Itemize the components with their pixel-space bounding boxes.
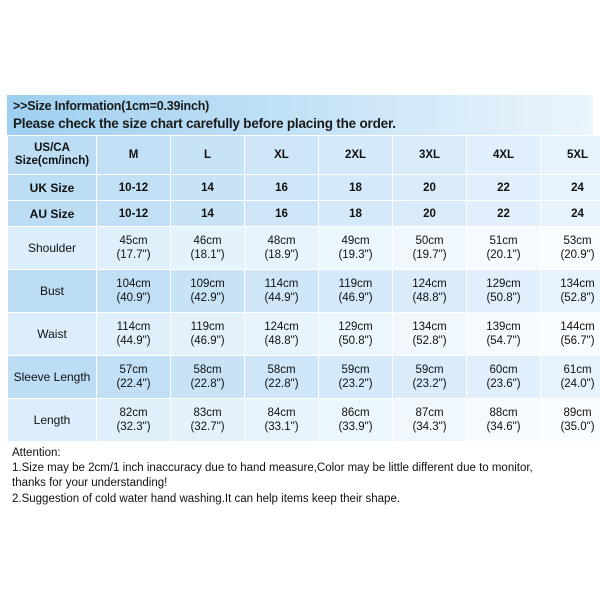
value-cm: 129cm xyxy=(338,320,373,333)
value-inch: (22.8") xyxy=(264,378,299,390)
value-inch: (48.8") xyxy=(264,335,299,347)
value-cm: 89cm xyxy=(563,406,592,419)
cell-waist-l xyxy=(171,313,245,356)
value-cm: 59cm xyxy=(341,363,370,376)
value-cm: 88cm xyxy=(489,406,518,419)
value-inch: (23.2") xyxy=(412,378,447,390)
cell-shoulder-m xyxy=(97,227,171,270)
cell-length-2xl xyxy=(319,399,393,442)
value-inch: (19.7") xyxy=(412,249,447,261)
cell-uk-3xl: 20 xyxy=(393,175,467,201)
cell-waist-m xyxy=(97,313,171,356)
value-inch: (54.7") xyxy=(486,335,521,347)
cell-shoulder-5xl xyxy=(541,227,600,270)
cell-au-5xl: 24 xyxy=(541,201,600,227)
value-cm: 86cm xyxy=(341,406,370,419)
cell-shoulder-3xl xyxy=(393,227,467,270)
value-cm: 139cm xyxy=(486,320,521,333)
value-cm: 134cm xyxy=(412,320,447,333)
value-inch: (18.9") xyxy=(264,249,299,261)
value-inch: (50.8") xyxy=(338,335,373,347)
value-inch: (32.3") xyxy=(116,421,151,433)
cell-bust-3xl xyxy=(393,270,467,313)
value-cm: 58cm xyxy=(267,363,296,376)
value-inch: (22.8") xyxy=(190,378,225,390)
row-label-waist: Waist xyxy=(8,313,97,356)
value-cm: 59cm xyxy=(415,363,444,376)
value-cm: 61cm xyxy=(563,363,592,376)
value-cm: 144cm xyxy=(560,320,595,333)
value-inch: (17.7") xyxy=(116,249,151,261)
header-cell-size-l: L xyxy=(171,136,245,175)
cell-length-5xl xyxy=(541,399,600,442)
value-inch: (44.9") xyxy=(264,292,299,304)
value-inch: (52.8") xyxy=(412,335,447,347)
value-inch: (19.3") xyxy=(338,249,373,261)
value-inch: (34.3") xyxy=(412,421,447,433)
value-inch: (20.1") xyxy=(486,249,521,261)
value-cm: 53cm xyxy=(563,234,592,247)
value-inch: (42.9") xyxy=(190,292,225,304)
table-row-au-size xyxy=(8,201,600,227)
header-cell-size-2xl: 2XL xyxy=(319,136,393,175)
value-inch: (32.7") xyxy=(190,421,225,433)
cell-bust-2xl xyxy=(319,270,393,313)
chart-header xyxy=(7,95,593,135)
value-cm: 45cm xyxy=(119,234,148,247)
region-label-line2: Size(cm/inch) xyxy=(14,155,90,167)
value-cm: 51cm xyxy=(489,234,518,247)
row-label-shoulder: Shoulder xyxy=(8,227,97,270)
cell-sleeve-5xl xyxy=(541,356,600,399)
value-inch: (48.8") xyxy=(412,292,447,304)
row-label-bust: Bust xyxy=(8,270,97,313)
cell-uk-l: 14 xyxy=(171,175,245,201)
value-cm: 119cm xyxy=(190,320,225,333)
cell-au-2xl: 18 xyxy=(319,201,393,227)
value-inch: (23.6") xyxy=(486,378,521,390)
row-label-length: Length xyxy=(8,399,97,442)
value-inch: (22.4") xyxy=(116,378,151,390)
value-cm: 114cm xyxy=(264,277,299,290)
cell-uk-4xl: 22 xyxy=(467,175,541,201)
cell-uk-5xl: 24 xyxy=(541,175,600,201)
value-cm: 104cm xyxy=(116,277,151,290)
value-cm: 124cm xyxy=(264,320,299,333)
cell-au-xl: 16 xyxy=(245,201,319,227)
header-cell-size-3xl: 3XL xyxy=(393,136,467,175)
cell-au-m: 10-12 xyxy=(97,201,171,227)
cell-shoulder-l xyxy=(171,227,245,270)
size-chart-table xyxy=(7,135,600,442)
value-cm: 114cm xyxy=(116,320,151,333)
table-row-shoulder xyxy=(8,227,600,270)
value-cm: 48cm xyxy=(267,234,296,247)
value-inch: (52.8") xyxy=(560,292,595,304)
value-cm: 82cm xyxy=(119,406,148,419)
attention-title: Attention: xyxy=(12,447,61,459)
value-inch: (46.9") xyxy=(190,335,225,347)
value-inch: (34.6") xyxy=(486,421,521,433)
value-inch: (44.9") xyxy=(116,335,151,347)
value-cm: 119cm xyxy=(338,277,373,290)
cell-sleeve-xl xyxy=(245,356,319,399)
size-information-title: >>Size Information(1cm=0.39inch) xyxy=(13,99,210,113)
value-cm: 83cm xyxy=(193,406,222,419)
value-inch: (18.1") xyxy=(190,249,225,261)
cell-au-4xl: 22 xyxy=(467,201,541,227)
cell-shoulder-4xl xyxy=(467,227,541,270)
cell-uk-m: 10-12 xyxy=(97,175,171,201)
cell-waist-2xl xyxy=(319,313,393,356)
attention-note-2: 2.Suggestion of cold water hand washing.It can help items keep their shape. xyxy=(12,492,401,505)
header-cell-size-5xl: 5XL xyxy=(541,136,600,175)
cell-waist-3xl xyxy=(393,313,467,356)
cell-sleeve-4xl xyxy=(467,356,541,399)
cell-length-xl xyxy=(245,399,319,442)
cell-uk-xl: 16 xyxy=(245,175,319,201)
value-cm: 124cm xyxy=(412,277,447,290)
value-cm: 129cm xyxy=(486,277,521,290)
header-cell-size-m: M xyxy=(97,136,171,175)
attention-note-1: 1.Size may be 2cm/1 inch inaccuracy due to hand measure,Color may be little different due to monitor, xyxy=(12,462,533,475)
cell-bust-m xyxy=(97,270,171,313)
value-inch: (50.8") xyxy=(486,292,521,304)
cell-waist-4xl xyxy=(467,313,541,356)
row-label-uk-size: UK Size xyxy=(8,175,97,201)
value-inch: (35.0") xyxy=(560,421,595,433)
cell-uk-2xl: 18 xyxy=(319,175,393,201)
cell-bust-5xl xyxy=(541,270,600,313)
value-cm: 58cm xyxy=(193,363,222,376)
cell-shoulder-2xl xyxy=(319,227,393,270)
cell-length-3xl xyxy=(393,399,467,442)
attention-section xyxy=(7,442,593,513)
value-inch: (46.9") xyxy=(338,292,373,304)
cell-sleeve-l xyxy=(171,356,245,399)
cell-sleeve-2xl xyxy=(319,356,393,399)
header-cell-size-xl: XL xyxy=(245,136,319,175)
row-label-au-size: AU Size xyxy=(8,201,97,227)
value-cm: 134cm xyxy=(560,277,595,290)
header-cell-size-4xl: 4XL xyxy=(467,136,541,175)
table-row-sleeve-length xyxy=(8,356,600,399)
region-label-line1: US/CA xyxy=(34,141,70,154)
value-inch: (24.0") xyxy=(560,378,595,390)
header-cell-region-label xyxy=(8,136,97,175)
value-cm: 87cm xyxy=(415,406,444,419)
table-row-uk-size xyxy=(8,175,600,201)
cell-sleeve-3xl xyxy=(393,356,467,399)
cell-length-4xl xyxy=(467,399,541,442)
table-row-length xyxy=(8,399,600,442)
attention-note-1-cont: thanks for your understanding! xyxy=(12,477,168,490)
cell-bust-xl xyxy=(245,270,319,313)
table-row-waist xyxy=(8,313,600,356)
cell-waist-5xl xyxy=(541,313,600,356)
cell-bust-4xl xyxy=(467,270,541,313)
size-chart-sheet xyxy=(7,95,593,513)
cell-shoulder-xl xyxy=(245,227,319,270)
cell-au-3xl: 20 xyxy=(393,201,467,227)
value-inch: (23.2") xyxy=(338,378,373,390)
size-check-notice: Please check the size chart carefully before placing the order. xyxy=(13,116,396,131)
value-cm: 50cm xyxy=(415,234,444,247)
cell-au-l: 14 xyxy=(171,201,245,227)
value-cm: 109cm xyxy=(190,277,225,290)
cell-length-l xyxy=(171,399,245,442)
table-header-row xyxy=(8,136,600,175)
value-cm: 46cm xyxy=(193,234,222,247)
value-cm: 49cm xyxy=(341,234,370,247)
value-inch: (56.7") xyxy=(560,335,595,347)
cell-sleeve-m xyxy=(97,356,171,399)
cell-length-m xyxy=(97,399,171,442)
value-cm: 57cm xyxy=(119,363,148,376)
value-inch: (20.9") xyxy=(560,249,595,261)
value-inch: (33.9") xyxy=(338,421,373,433)
row-label-sleeve-length: Sleeve Length xyxy=(8,356,97,399)
table-row-bust xyxy=(8,270,600,313)
value-inch: (33.1") xyxy=(264,421,299,433)
value-cm: 60cm xyxy=(489,363,518,376)
cell-waist-xl xyxy=(245,313,319,356)
value-cm: 84cm xyxy=(267,406,296,419)
value-inch: (40.9") xyxy=(116,292,151,304)
cell-bust-l xyxy=(171,270,245,313)
